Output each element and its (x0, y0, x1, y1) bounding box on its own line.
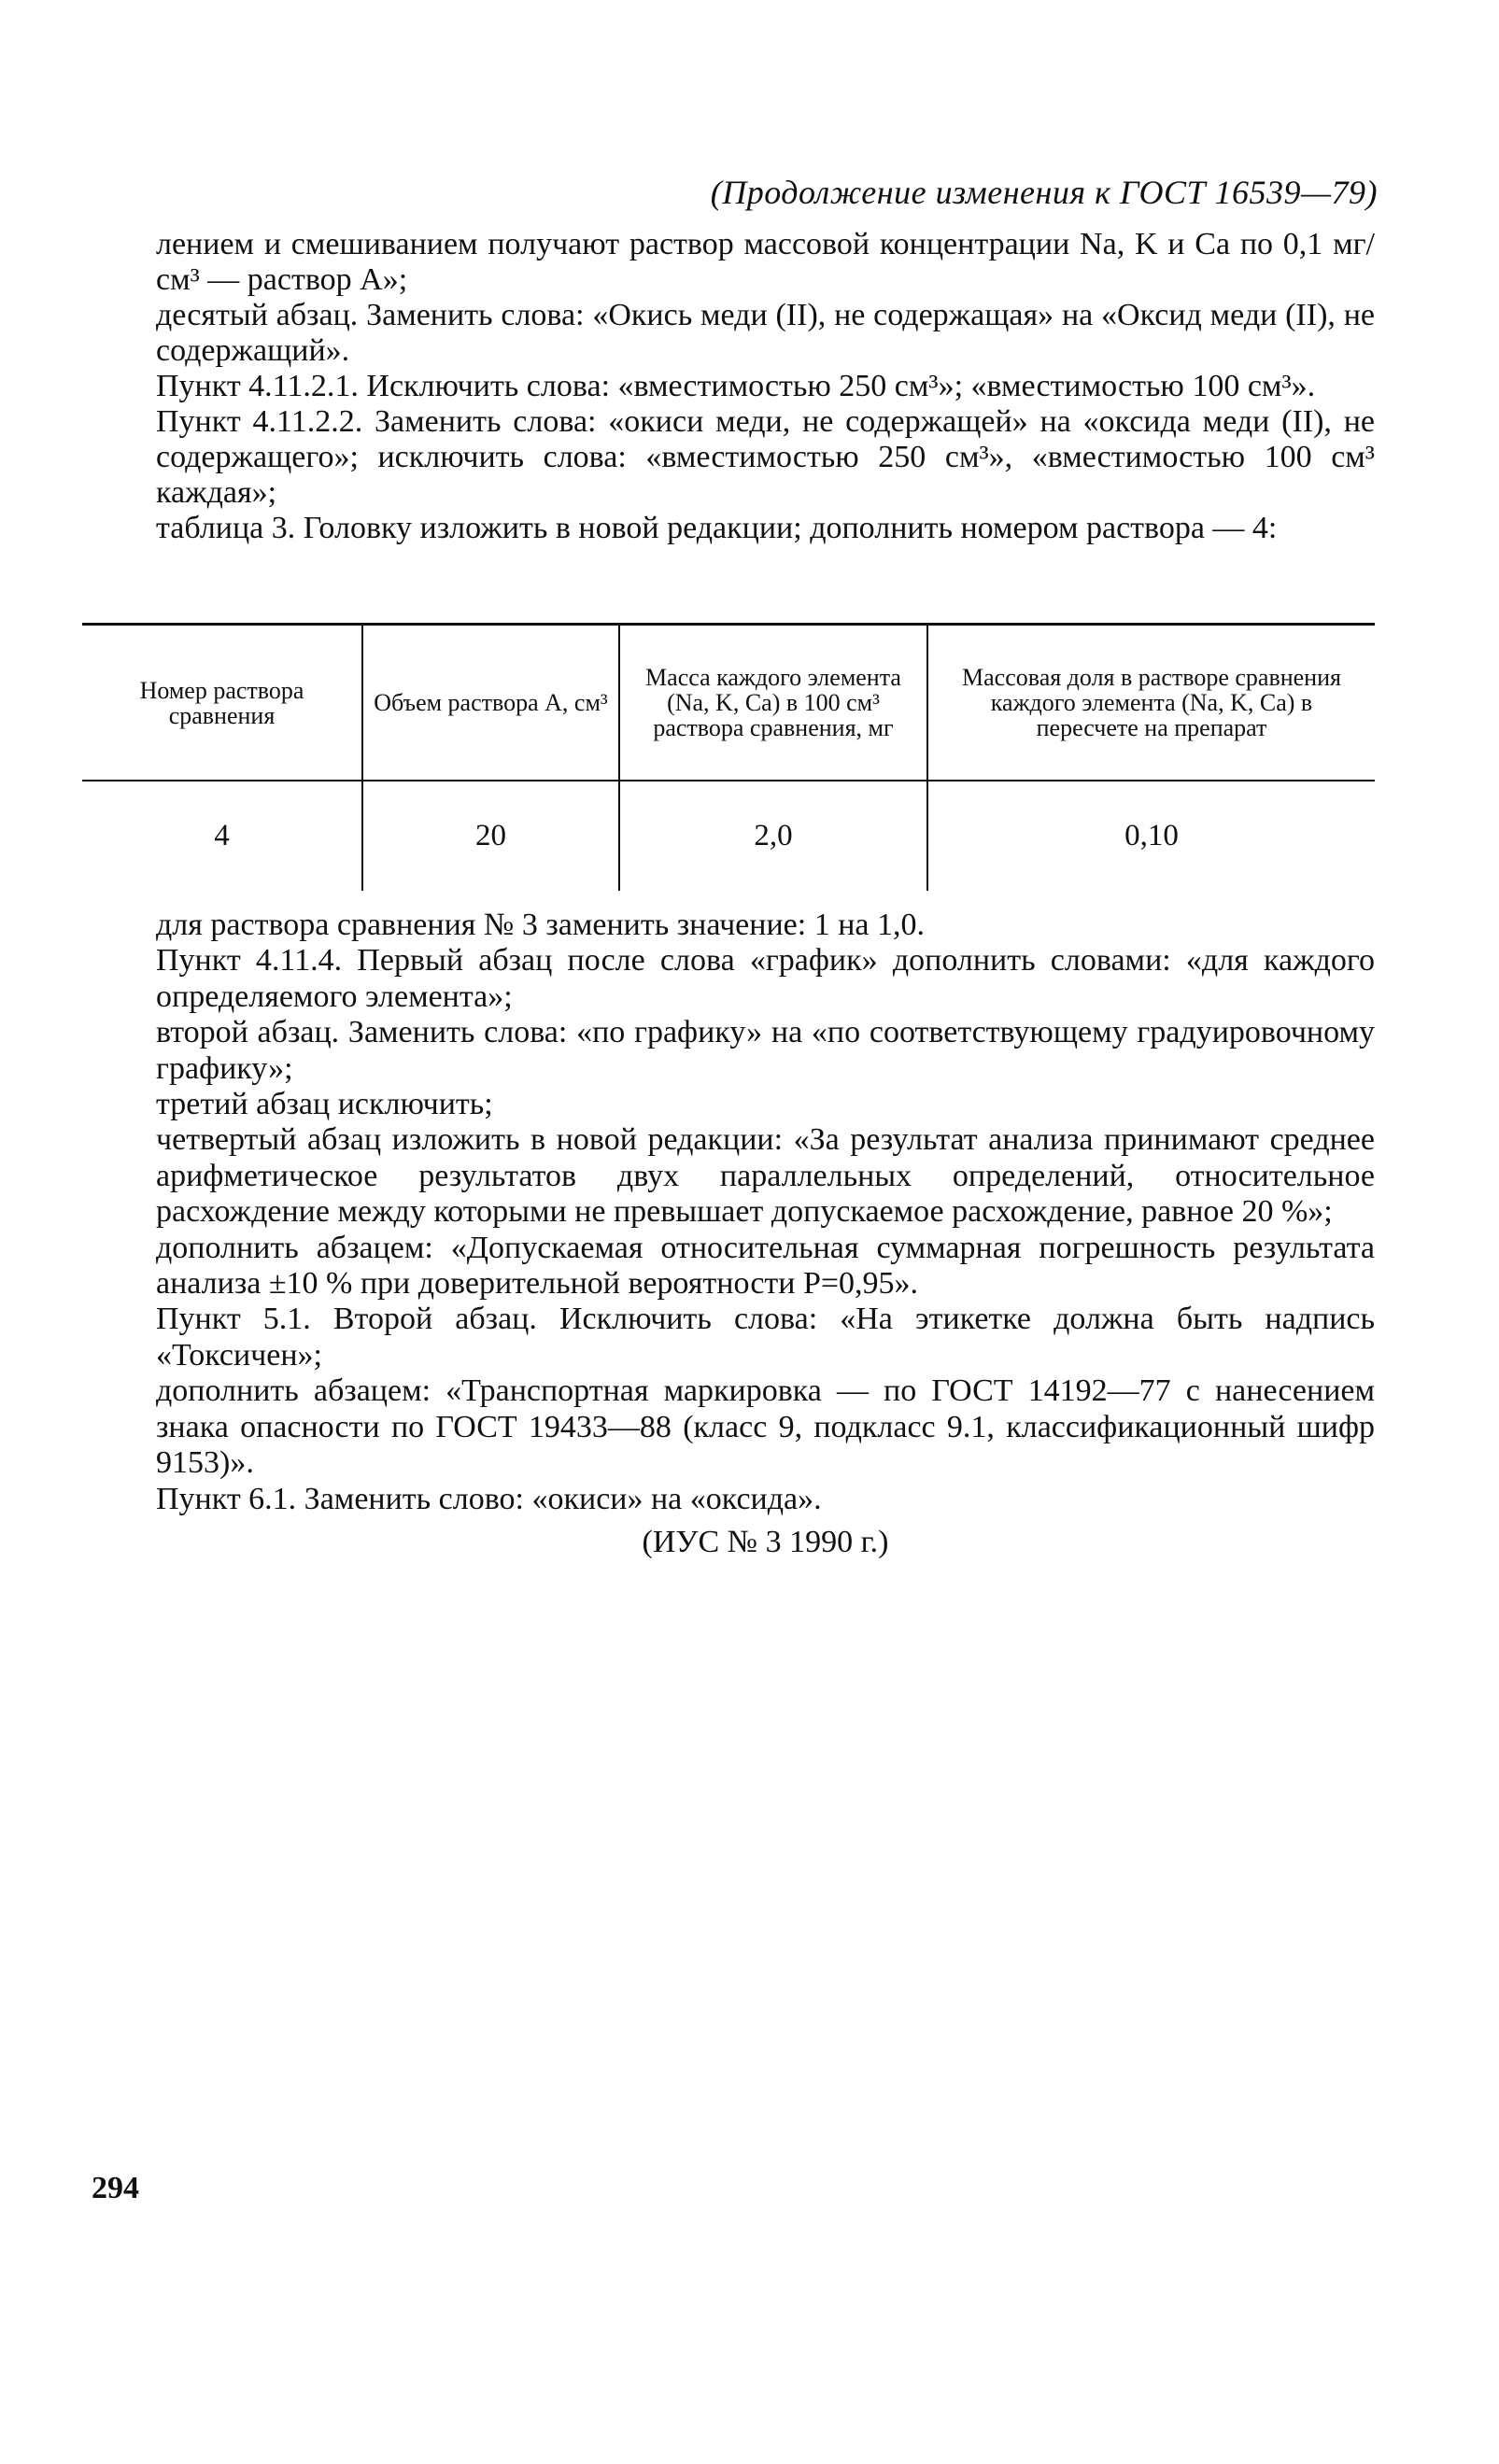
page-number: 294 (92, 2171, 139, 2205)
column-header: Массовая доля в растворе сравнения каждого элемента (Na, K, Ca) в пересчете на препарат (927, 625, 1375, 781)
paragraph: Пункт 5.1. Второй абзац. Исключить слова: «На этикетке должна быть надпись «Токсичен»; (156, 1302, 1375, 1373)
column-header: Масса каждого элемента (Na, K, Ca) в 100 см³ раствора сравнения, мг (619, 625, 927, 781)
table-3 (82, 623, 1375, 891)
reference-note: (ИУС № 3 1990 г.) (642, 1524, 889, 1559)
paragraph: лением и смешиванием получают раствор массовой концентрации Na, K и Ca по 0,1 мг/см³ — раствор А»; (156, 227, 1375, 297)
paragraph: десятый абзац. Заменить слова: «Окись меди (II), не содержащая» на «Оксид меди (II), не содержащий». (156, 298, 1375, 368)
table-cell: 4 (214, 819, 230, 852)
paragraph: дополнить абзацем: «Допускаемая относительная суммарная погрешность результата анализа ±10 % при доверительной вероятности P=0,95». (156, 1230, 1375, 1302)
paragraph: Пункт 4.11.4. Первый абзац после слова «график» дополнить словами: «для каждого определяемого элемента»; (156, 943, 1375, 1014)
paragraph: Пункт 6.1. Заменить слово: «окиси» на «оксида». (156, 1481, 822, 1516)
table-cell: 20 (362, 781, 619, 891)
paragraph: дополнить абзацем: «Транспортная маркировка — по ГОСТ 14192—77 с нанесением знака опасности по ГОСТ 19433—88 (класс 9, подкласс 9.1, классификационный шифр 9153)». (156, 1373, 1375, 1481)
paragraph: для раствора сравнения № 3 заменить значение: 1 на 1,0. (156, 908, 925, 942)
column-header: Номер раствора сравнения (82, 625, 362, 781)
body-text-after-table (156, 908, 1375, 1560)
body-text-before-table (156, 227, 1375, 546)
column-header: Объем раствора А, см³ (362, 625, 619, 781)
table-cell: 0,10 (927, 781, 1375, 891)
paragraph: второй абзац. Заменить слова: «по графику» на «по соответствующему градуировочному графику»; (156, 1015, 1375, 1086)
paragraph: третий абзац исключить; (156, 1087, 493, 1122)
table-header-row (82, 625, 1375, 781)
paragraph: Пункт 4.11.2.1. Исключить слова: «вместимостью 250 см³»; «вместимостью 100 см³». (156, 369, 1316, 403)
paragraph: Пункт 4.11.2.2. Заменить слова: «окиси меди, не содержащей» на «оксида меди (II), не содержащего»; исключить слова: «вместимостью 250 см³», «вместимостью 100 см³ каждая»; (156, 404, 1375, 510)
table-cell: 2,0 (619, 781, 927, 891)
paragraph: таблица 3. Головку изложить в новой редакции; дополнить номером раствора — 4: (156, 511, 1278, 545)
paragraph: четвертый абзац изложить в новой редакции: «За результат анализа принимают среднее арифметическое результатов двух параллельных определений, относительное расхождение между которыми не превышает допускаемое расхождение, равное 20 %»; (156, 1122, 1375, 1230)
table-row (82, 781, 1375, 891)
continuation-header: (Продолжение изменения к ГОСТ 16539—79) (710, 174, 1378, 211)
